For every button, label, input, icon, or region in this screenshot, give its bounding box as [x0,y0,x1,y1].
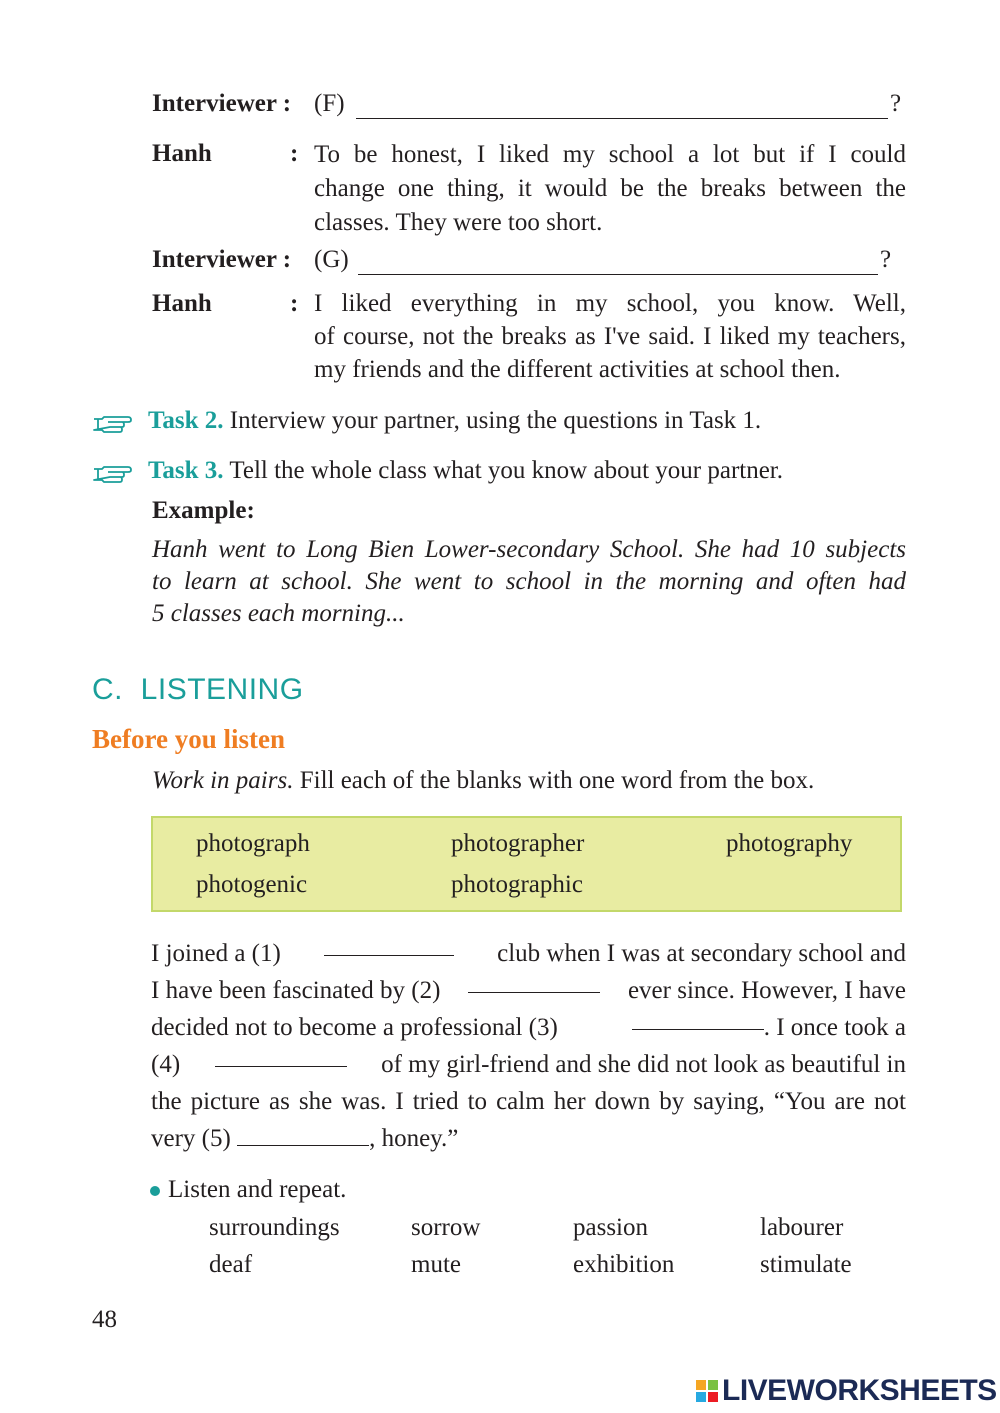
bullet-icon [150,1186,160,1196]
word-item: deaf [209,1251,253,1278]
text-segment: decided not to become a professional (3) [151,1014,558,1041]
word-item: mute [411,1251,461,1278]
instruction-rest: Fill each of the blanks with one word from the box. [293,767,815,794]
example-text [152,534,906,630]
paragraph-line: the picture as she was. I tried to calm her down by saying, “You are not [151,1088,906,1115]
text-line: Hanh went to Long Bien Lower-secondary School. She had 10 subjects [152,536,906,563]
question-mark: ? [880,246,892,273]
liveworksheets-logo [696,1374,997,1408]
word-item: exhibition [573,1251,675,1278]
word-option: photography [726,830,853,857]
text-line: of course, not the breaks as I've said. I liked my teachers, [314,323,906,350]
blank-f-prefix: (F) [314,90,345,117]
paragraph-line [151,972,906,1009]
text-segment: (4) [151,1051,181,1078]
blank-g-prefix: (G) [314,246,349,273]
word-item: stimulate [760,1251,852,1278]
logo-mark-icon [696,1380,718,1402]
question-mark: ? [890,90,902,117]
section-subtitle: Before you listen [92,724,285,754]
word-option: photogenic [196,871,308,898]
instruction-italic: Work in pairs. [152,767,294,794]
page-number: 48 [92,1306,117,1333]
text-line: I liked everything in my school, you know. Well, [314,290,906,317]
task-text: Interview your partner, using the questions in Task 1. [229,407,762,434]
text-segment: . I once took a [763,1014,906,1041]
task-label: Task 3. [148,457,224,484]
word-option: photographer [451,830,585,857]
text-line: classes. They were too short. [314,209,603,236]
word-item: surroundings [209,1214,340,1241]
word-item: labourer [760,1214,844,1241]
text-segment: I have been fascinated by (2) [151,977,441,1004]
answer-blank-5[interactable] [237,1125,369,1146]
speaker-label: Hanh [152,290,212,317]
text-segment: very (5) [151,1125,231,1152]
task-text: Tell the whole class what you know about your partner. [229,457,784,484]
paragraph-line [151,1009,906,1046]
text-segment: , honey.” [369,1125,459,1152]
answer-blank-1[interactable] [324,935,454,956]
speaker-label: Hanh [152,140,212,167]
answer-blank-f[interactable] [356,98,888,119]
text-segment: ever since. However, I have [627,977,906,1004]
answer-blank-3[interactable] [632,1009,764,1030]
speaker-label: Interviewer : [152,246,292,273]
word-option: photographic [451,871,583,898]
logo-text: LIVEWORKSHEETS [722,1374,997,1407]
answer-blank-g[interactable] [358,254,878,275]
answer-blank-2[interactable] [468,972,600,993]
word-box [151,816,902,912]
pointing-hand-icon [92,411,132,435]
answer-blank-4[interactable] [215,1046,347,1067]
hanh-answer-2 [314,287,906,386]
text-segment: club when I was at secondary school and [497,940,906,967]
example-label: Example: [152,497,255,524]
text-segment: of my girl-friend and she did not look as beautiful in [381,1051,906,1078]
section-title: C. LISTENING [92,673,304,706]
word-option: photograph [196,830,310,857]
pointing-hand-icon [92,461,132,485]
text-line: change one thing, it would be the breaks between the [314,175,906,202]
listen-instruction [150,1176,346,1204]
paragraph-line [151,1046,906,1083]
fill-paragraph [151,935,906,1157]
speaker-colon: : [290,140,299,167]
word-item: passion [573,1214,648,1241]
text-segment: I joined a (1) [151,940,281,967]
speaker-label: Interviewer : [152,90,292,117]
hanh-answer-1 [314,138,906,240]
paragraph-line [151,1120,906,1157]
instruction [152,767,814,795]
text-line: To be honest, I liked my school a lot but if I could [314,141,906,168]
task-label: Task 2. [148,407,224,434]
paragraph-line [151,935,906,972]
listen-label: Listen and repeat. [168,1176,347,1203]
text-line: 5 classes each morning... [152,600,405,627]
speaker-colon: : [290,290,299,317]
word-item: sorrow [411,1214,481,1241]
text-line: to learn at school. She went to school in the morning and often had [152,568,906,595]
text-line: my friends and the different activities at school then. [314,356,841,383]
